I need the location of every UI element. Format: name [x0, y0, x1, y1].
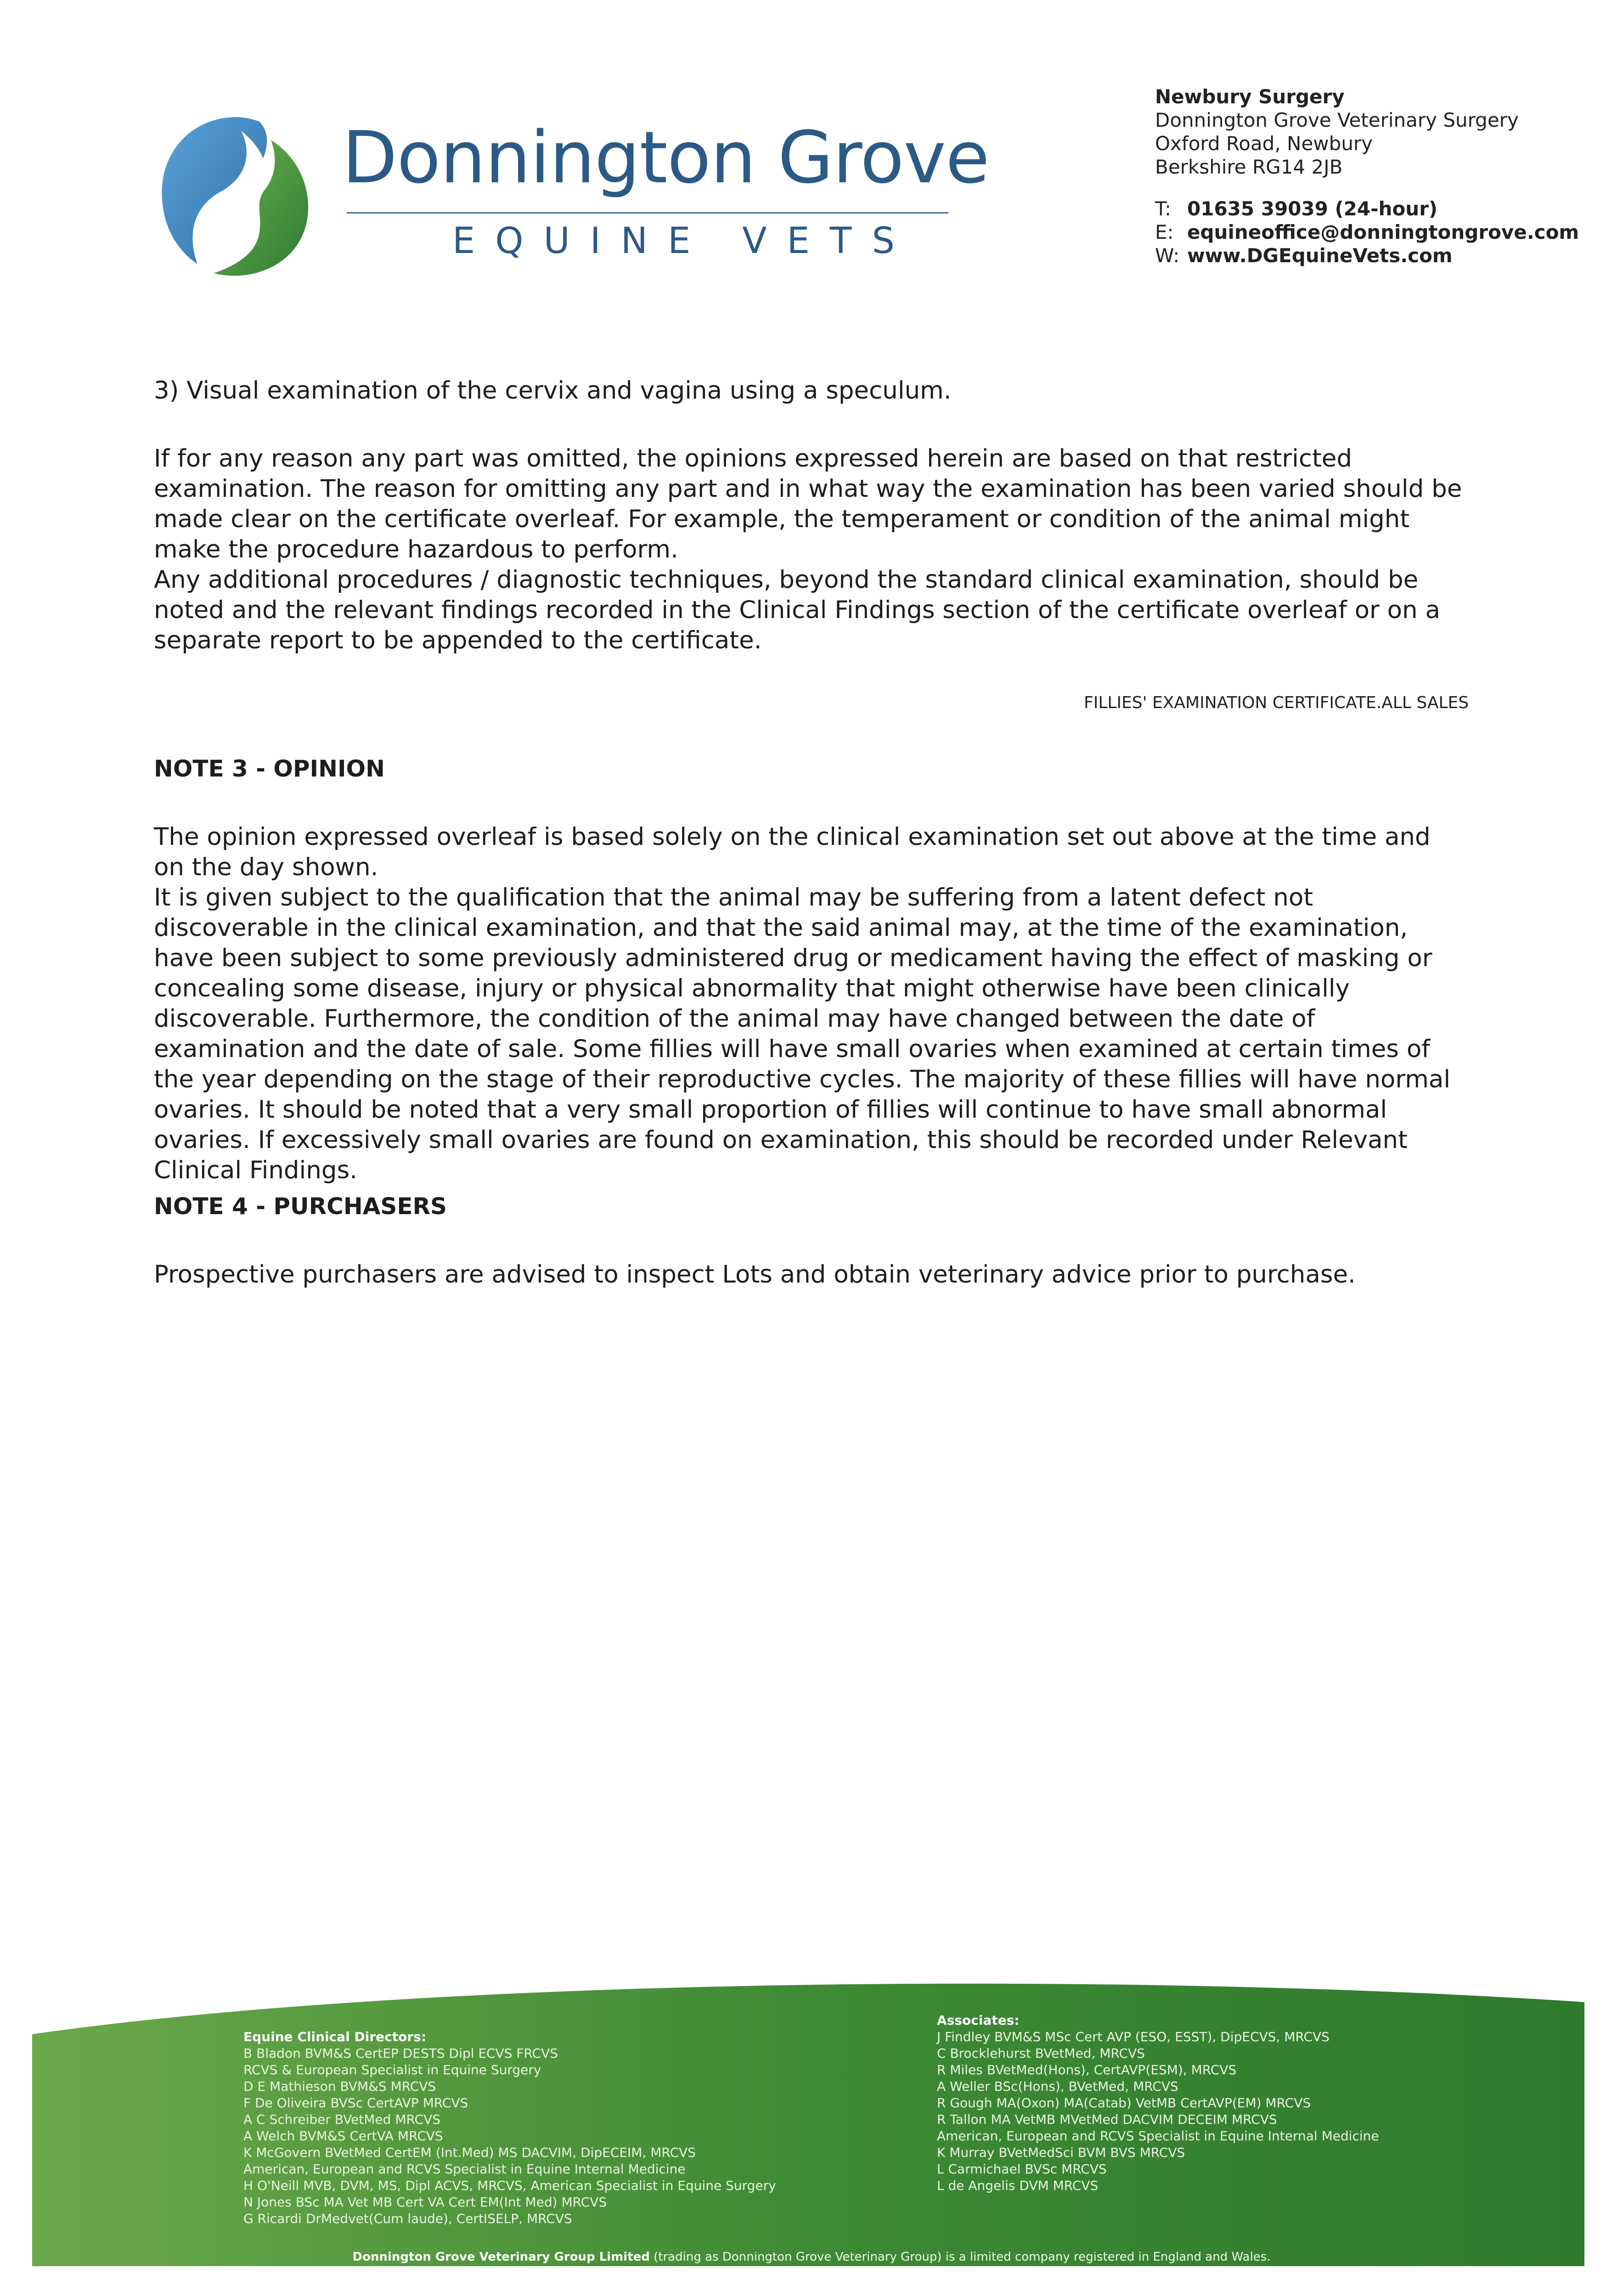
associate-entry: L Carmichael BVSc MRCVS — [937, 2161, 1107, 2177]
directors-heading: Equine Clinical Directors: — [243, 2029, 427, 2044]
associate-entry: A Weller BSc(Hons), BVetMed, MRCVS — [937, 2079, 1178, 2094]
associate-entry: L de Angelis DVM MRCVS — [937, 2178, 1099, 2193]
associate-entry: C Brocklehurst BVetMed, MRCVS — [937, 2046, 1145, 2061]
note3-heading: NOTE 3 - OPINION — [154, 755, 385, 782]
associate-entry: American, European and RCVS Specialist in Equine Internal Medicine — [937, 2128, 1379, 2144]
address-line: Berkshire RG14 2JB — [1155, 156, 1343, 178]
note4-heading: NOTE 4 - PURCHASERS — [154, 1193, 447, 1220]
note3-paragraph-2: It is given subject to the qualification that the animal may be suffering from a latent defect not discoverable in the clinical examination, and that the said animal may, at the time of the examination, have been subject to some previously administered drug or medicament having the effect of masking or concealing some disease, injury or physical abnormality that might otherwise have been clinically discoverable. Furthermore, the condition of the animal may have changed between the date of examination and the date of sale. Some fillies will have small ovaries when examined at certain times of the year depending on the stage of their reproductive cycles. The majority of these fillies will have normal ovaries. It should be noted that a very small proportion of fillies will continue to have small abnormal ovaries. If excessively small ovaries are found on examination, this should be recorded under Relevant Clinical Findings. — [154, 884, 1451, 1184]
certificate-reference: FILLIES' EXAMINATION CERTIFICATE.ALL SALES — [1084, 693, 1469, 712]
company-name: Donnington Grove Veterinary Group Limited — [352, 2250, 650, 2264]
director-entry: A C Schreiber BVetMed MRCVS — [243, 2112, 441, 2127]
email-link[interactable]: equineoffice@donningtongrove.com — [1187, 221, 1579, 243]
additional-procedures-paragraph: Any additional procedures / diagnostic techniques, beyond the standard clinical examination, should be noted and the relevant findings recorded in the Clinical Findings section of the certificate overleaf or on a separate report to be appended to the certificate. — [154, 566, 1440, 654]
legal-notice — [0, 2250, 1623, 2264]
director-entry: N Jones BSc MA Vet MB Cert VA Cert EM(Int Med) MRCVS — [243, 2195, 607, 2210]
company-registration: (trading as Donnington Grove Veterinary Group) is a limited company registered in England and Wales. — [649, 2250, 1271, 2264]
director-entry: B Bladon BVM&S CertEP DESTS Dipl ECVS FRCVS — [243, 2046, 558, 2061]
associate-entry: R Tallon MA VetMB MVetMed DACVIM DECEIM MRCVS — [937, 2112, 1277, 2127]
website-link[interactable]: www.DGEquineVets.com — [1187, 244, 1453, 267]
note4-paragraph: Prospective purchasers are advised to inspect Lots and obtain veterinary advice prior to purchase. — [154, 1261, 1356, 1289]
director-entry: F De Oliveira BVSc CertAVP MRCVS — [243, 2095, 468, 2110]
director-entry: G Ricardi DrMedvet(Cum laude), CertISELP, MRCVS — [243, 2211, 572, 2226]
office-name: Newbury Surgery — [1155, 85, 1345, 108]
director-entry: K McGovern BVetMed CertEM (Int.Med) MS DACVIM, DipECEIM, MRCVS — [243, 2145, 696, 2160]
phone-line — [1155, 197, 1568, 220]
omission-paragraph: If for any reason any part was omitted, the opinions expressed herein are based on that restricted examination. The reason for omitting any part and in what way the examination has been varied should be made clear on the certificate overleaf. For example, the temperament or condition of the animal might make the procedure hazardous to perform. — [154, 445, 1462, 563]
associates-list — [937, 2012, 1379, 2194]
contact-block — [1155, 85, 1579, 267]
associates-heading: Associates: — [937, 2013, 1020, 2028]
associate-entry: J Findley BVM&S MSc Cert AVP (ESO, ESST), DipECVS, MRCVS — [937, 2029, 1330, 2044]
director-entry: H O'Neill MVB, DVM, MS, Dipl ACVS, MRCVS, American Specialist in Equine Surgery — [243, 2178, 776, 2193]
email-label: E: — [1155, 221, 1174, 243]
brand-divider — [347, 212, 948, 214]
web-line — [1155, 244, 1568, 267]
logo-icon — [154, 113, 319, 282]
director-entry: A Welch BVM&S CertVA MRCVS — [243, 2128, 443, 2144]
associate-entry: K Murray BVetMedSci BVM BVS MRCVS — [937, 2145, 1185, 2160]
director-entry: American, European and RCVS Specialist in Equine Internal Medicine — [243, 2161, 686, 2177]
associate-entry: R Gough MA(Oxon) MA(Catab) VetMB CertAVP(EM) MRCVS — [937, 2095, 1311, 2110]
phone-label: T: — [1155, 197, 1172, 220]
brand-name: Donnington Grove — [342, 116, 989, 199]
directors-list — [243, 2029, 776, 2227]
director-entry: RCVS & European Specialist in Equine Surgery — [243, 2062, 541, 2077]
note3-paragraph-1: The opinion expressed overleaf is based solely on the clinical examination set out above at the time and on the day shown. — [154, 823, 1431, 881]
address-line: Donnington Grove Veterinary Surgery — [1155, 109, 1519, 131]
phone-number: 01635 39039 (24-hour) — [1187, 197, 1438, 220]
address-line: Oxford Road, Newbury — [1155, 132, 1373, 155]
exam-item-3: 3) Visual examination of the cervix and vagina using a speculum. — [154, 377, 952, 405]
associate-entry: R Miles BVetMed(Hons), CertAVP(ESM), MRCVS — [937, 2062, 1237, 2077]
director-entry: D E Mathieson BVM&S MRCVS — [243, 2079, 436, 2094]
web-label: W: — [1155, 244, 1180, 267]
email-line — [1155, 220, 1579, 244]
brand-tagline: EQUINE VETS — [452, 220, 915, 262]
